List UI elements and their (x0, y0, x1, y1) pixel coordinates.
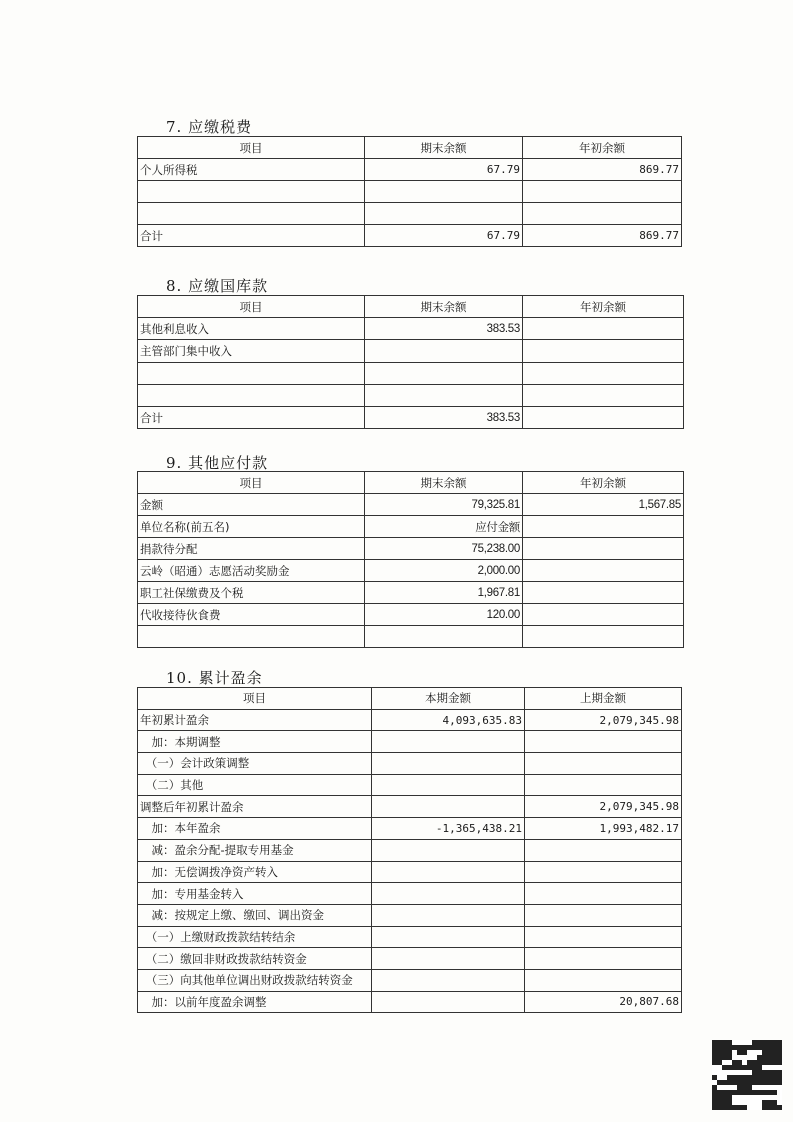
table-row (138, 560, 684, 582)
row-label: 捐款待分配 (138, 538, 365, 560)
qr-code-icon (712, 1040, 782, 1110)
cell-value (523, 516, 684, 538)
cell-value (525, 904, 682, 926)
cell-value (523, 560, 684, 582)
table-header-row (138, 296, 684, 318)
cell-value: 383.53 (365, 318, 523, 340)
row-label: 单位名称(前五名) (138, 516, 365, 538)
table-row (138, 839, 682, 861)
table-row (138, 362, 684, 384)
cell-value (525, 948, 682, 970)
row-label: 加：无偿调拨净资产转入 (138, 861, 372, 883)
cell-value (372, 753, 525, 775)
cell-value (523, 362, 684, 384)
row-label: 加：专用基金转入 (138, 883, 372, 905)
cell-value (365, 626, 523, 648)
row-label: 加：以前年度盈余调整 (138, 991, 372, 1013)
row-label: 合计 (138, 225, 365, 247)
cell-value (372, 861, 525, 883)
row-label (138, 181, 365, 203)
other-payables-table (137, 471, 684, 648)
table-row (138, 225, 682, 247)
cell-value (365, 203, 523, 225)
table-row (138, 406, 684, 428)
cell-value (523, 538, 684, 560)
cell-value (372, 991, 525, 1013)
row-label: （一）上缴财政拨款结转结余 (138, 926, 372, 948)
table-row (138, 626, 684, 648)
cell-value: 67.79 (365, 225, 523, 247)
section-title-other-payables: 9. 其他应付款 (166, 454, 269, 472)
row-label: 减：按规定上缴、缴回、调出资金 (138, 904, 372, 926)
cell-value (525, 861, 682, 883)
table-row (138, 753, 682, 775)
cell-value: 20,807.68 (525, 991, 682, 1013)
column-header: 项目 (138, 688, 372, 710)
row-label: 云岭（昭通）志愿活动奖励金 (138, 560, 365, 582)
column-header: 期末余额 (365, 296, 523, 318)
table-row (138, 159, 682, 181)
row-label: 金额 (138, 494, 365, 516)
column-header: 项目 (138, 137, 365, 159)
table-row (138, 796, 682, 818)
cell-value (525, 969, 682, 991)
cell-value (372, 774, 525, 796)
table-row (138, 203, 682, 225)
cell-value (523, 626, 684, 648)
table-row (138, 340, 684, 362)
table-row (138, 516, 684, 538)
column-header: 上期金额 (525, 688, 682, 710)
cell-value (525, 839, 682, 861)
table-row (138, 991, 682, 1013)
taxes-payable-table (137, 136, 682, 247)
cell-value (523, 604, 684, 626)
table-row (138, 926, 682, 948)
table-row (138, 731, 682, 753)
table-row (138, 538, 684, 560)
row-label: 职工社保缴费及个税 (138, 582, 365, 604)
row-label: 减：盈余分配-提取专用基金 (138, 839, 372, 861)
cell-value: 1,993,482.17 (525, 818, 682, 840)
cell-value (372, 796, 525, 818)
row-label: 加：本年盈余 (138, 818, 372, 840)
cell-value (372, 883, 525, 905)
table-row (138, 494, 684, 516)
row-label: （二）缴回非财政拨款结转资金 (138, 948, 372, 970)
cell-value (365, 362, 523, 384)
row-label: 主管部门集中收入 (138, 340, 365, 362)
cell-value: 869.77 (523, 225, 682, 247)
section-title-accumulated-surplus: 10. 累计盈余 (166, 669, 263, 687)
table-row (138, 904, 682, 926)
cell-value (525, 774, 682, 796)
table-row (138, 604, 684, 626)
row-label: （三）向其他单位调出财政拨款结转资金 (138, 969, 372, 991)
row-label (138, 362, 365, 384)
row-label: 其他利息收入 (138, 318, 365, 340)
column-header: 年初余额 (523, 472, 684, 494)
row-label: 加：本期调整 (138, 731, 372, 753)
treasury-payable-table (137, 295, 684, 429)
row-label: （二）其他 (138, 774, 372, 796)
row-label: 个人所得税 (138, 159, 365, 181)
cell-value: 75,238.00 (365, 538, 523, 560)
cell-value: 2,079,345.98 (525, 709, 682, 731)
cell-value: 2,000.00 (365, 560, 523, 582)
column-header: 年初余额 (523, 137, 682, 159)
cell-value (525, 731, 682, 753)
cell-value (372, 926, 525, 948)
table-row (138, 883, 682, 905)
row-label: （一）会计政策调整 (138, 753, 372, 775)
cell-value (372, 731, 525, 753)
cell-value (523, 582, 684, 604)
cell-value: 1,567.85 (523, 494, 684, 516)
column-header: 年初余额 (523, 296, 684, 318)
cell-value (365, 384, 523, 406)
column-header: 期末余额 (365, 137, 523, 159)
column-header: 项目 (138, 472, 365, 494)
table-row (138, 774, 682, 796)
cell-value (372, 904, 525, 926)
cell-value: 869.77 (523, 159, 682, 181)
cell-value (372, 969, 525, 991)
table-row (138, 861, 682, 883)
column-header: 本期金额 (372, 688, 525, 710)
cell-value (525, 753, 682, 775)
column-header: 项目 (138, 296, 365, 318)
cell-value (365, 340, 523, 362)
cell-value (372, 948, 525, 970)
column-header: 期末余额 (365, 472, 523, 494)
table-header-row (138, 137, 682, 159)
cell-value (523, 318, 684, 340)
cell-value (523, 406, 684, 428)
cell-value: 应付金额 (365, 516, 523, 538)
cell-value: 2,079,345.98 (525, 796, 682, 818)
table-row (138, 318, 684, 340)
cell-value (523, 203, 682, 225)
table-row (138, 709, 682, 731)
row-label: 合计 (138, 406, 365, 428)
table-row (138, 384, 684, 406)
row-label (138, 384, 365, 406)
cell-value (525, 883, 682, 905)
table-row (138, 181, 682, 203)
section-title-taxes: 7. 应缴税费 (166, 118, 253, 136)
cell-value (523, 384, 684, 406)
cell-value: 79,325.81 (365, 494, 523, 516)
table-row (138, 582, 684, 604)
accumulated-surplus-table (137, 687, 682, 1013)
cell-value: -1,365,438.21 (372, 818, 525, 840)
row-label: 调整后年初累计盈余 (138, 796, 372, 818)
cell-value: 4,093,635.83 (372, 709, 525, 731)
table-row (138, 969, 682, 991)
row-label (138, 626, 365, 648)
row-label: 年初累计盈余 (138, 709, 372, 731)
row-label: 代收接待伙食费 (138, 604, 365, 626)
cell-value (372, 839, 525, 861)
section-title-treasury: 8. 应缴国库款 (166, 277, 269, 295)
cell-value: 383.53 (365, 406, 523, 428)
cell-value (523, 181, 682, 203)
table-row (138, 818, 682, 840)
cell-value: 120.00 (365, 604, 523, 626)
cell-value (523, 340, 684, 362)
cell-value (365, 181, 523, 203)
cell-value (525, 926, 682, 948)
cell-value: 1,967.81 (365, 582, 523, 604)
table-header-row (138, 472, 684, 494)
cell-value: 67.79 (365, 159, 523, 181)
table-row (138, 948, 682, 970)
row-label (138, 203, 365, 225)
table-header-row (138, 688, 682, 710)
